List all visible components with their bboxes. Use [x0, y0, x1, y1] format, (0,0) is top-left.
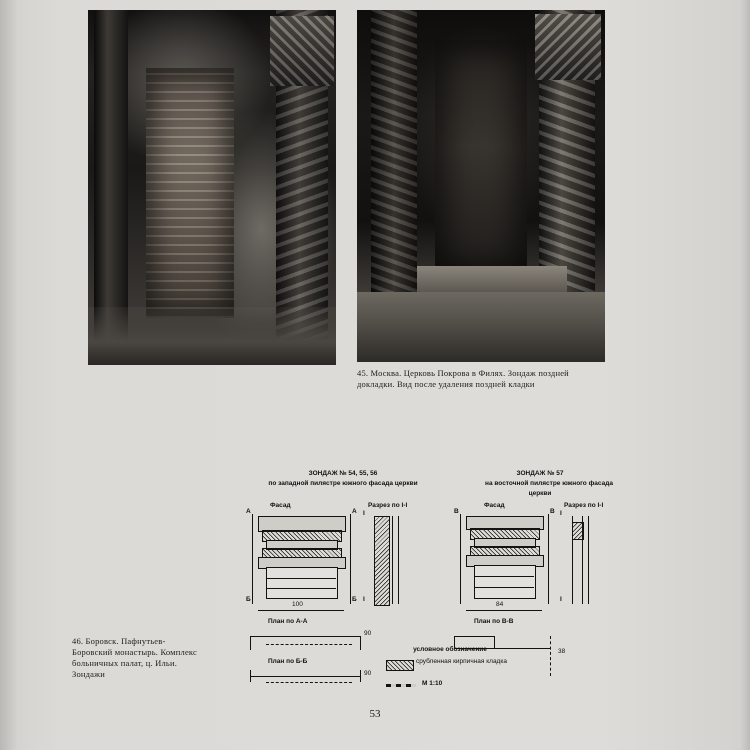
legend-swatch-hatch	[386, 660, 414, 671]
right-mark-V-top-left: В	[454, 508, 459, 515]
right-facade-axis-right	[548, 514, 549, 604]
left-dimension-value-100: 100	[292, 601, 303, 608]
left-plan-bb-right-leg	[360, 670, 361, 682]
left-section-mark-I-bottom: I	[363, 596, 365, 603]
figure-45-right-photo	[357, 10, 605, 362]
left-section-edge-2	[398, 516, 399, 604]
left-dimension-line	[258, 610, 344, 611]
legend-item-label: срубленная кирпичная кладка	[416, 658, 507, 665]
left-group-title-line1: ЗОНДАЖ № 54, 55, 56	[308, 470, 378, 477]
right-section-edge-1	[572, 516, 573, 604]
left-plan-aa-baseline	[250, 636, 360, 637]
right-facade-axis-left	[460, 514, 461, 604]
left-view-label-facade: Фасад	[270, 502, 291, 509]
left-plan-aa-left-leg	[250, 636, 251, 650]
left-group-title-line2: по западной пилястре южного фасада церкви	[268, 480, 418, 487]
right-section-mark-I-top: I	[560, 510, 562, 517]
left-mark-B-bottom-right: Б	[352, 596, 357, 603]
right-section-edge-3	[588, 516, 589, 604]
right-plan-vv-step-top	[454, 636, 494, 637]
photo-right-dark-pier	[435, 40, 527, 278]
left-facade-shaft	[266, 567, 338, 599]
right-facade-shaft	[474, 565, 536, 599]
right-facade-joint-1	[474, 576, 534, 577]
photo-left-carved-capital	[270, 16, 334, 86]
right-dimension-value-84: 84	[496, 601, 504, 608]
right-view-label-section: Разрез по I-I	[564, 502, 604, 509]
right-section-edge-2	[582, 516, 583, 604]
measured-drawing-figure-46	[222, 470, 642, 692]
right-group-title-line1: ЗОНДАЖ № 57	[516, 470, 564, 477]
left-mark-A-top-right: А	[352, 508, 357, 515]
figure-45-left-photo	[88, 10, 336, 365]
right-view-label-facade: Фасад	[484, 502, 505, 509]
left-view-label-section: Разрез по I-I	[368, 502, 408, 509]
right-mark-V-top-right: В	[550, 508, 555, 515]
left-plan-aa-label: План по А-А	[268, 618, 308, 625]
right-plan-vv-dimension-38: 38	[558, 648, 566, 655]
left-section-edge	[392, 516, 393, 604]
left-plan-bb-label: План по Б-Б	[268, 658, 308, 665]
left-section-mark-I-top: I	[363, 510, 365, 517]
left-mark-B-bottom: Б	[246, 596, 251, 603]
left-plan-aa-hidden-line	[266, 644, 352, 645]
left-facade-joint-2	[266, 588, 336, 589]
right-facade-joint-2	[474, 587, 534, 588]
caption-figure-45: 45. Москва. Церковь Покрова в Филях. Зондаж поздней докладки. Вид после удаления поздней кладки	[357, 368, 569, 389]
caption-figure-46: 46. Боровск. Пафнутьев-Боровский монастырь. Комплекс больничных палат, ц. Ильи. Зондажи	[72, 636, 198, 679]
right-section-mark-I-bottom: I	[560, 596, 562, 603]
right-plan-vv-label: План по В-В	[474, 618, 514, 625]
right-group-title-line2: на восточной пилястре южного фасада	[485, 480, 613, 487]
left-facade-axis-right	[350, 514, 351, 604]
photo-right-floor	[357, 292, 605, 362]
left-plan-bb-baseline	[250, 676, 360, 677]
left-mark-A-top: А	[246, 508, 251, 515]
right-dimension-line	[466, 610, 542, 611]
legend-scale-bar	[386, 684, 416, 687]
left-plan-aa-dimension-90: 90	[364, 630, 372, 637]
page-number: 53	[369, 708, 381, 720]
left-plan-bb-dimension-90: 90	[364, 670, 372, 677]
left-plan-bb-left-leg	[250, 670, 251, 682]
photo-right-carved-capital	[535, 14, 601, 80]
legend-scale: М 1:10	[422, 680, 443, 687]
right-plan-vv-hidden-vertical	[550, 636, 551, 676]
left-section-wall-hatch	[374, 516, 390, 606]
legend-title: условное обозначение	[413, 646, 487, 653]
photo-left-brick-pier	[146, 68, 234, 318]
photo-left-floor	[88, 307, 336, 365]
left-facade-axis-left	[252, 514, 253, 604]
left-plan-bb-hidden-line	[266, 682, 352, 683]
left-plan-aa-right-leg	[360, 636, 361, 650]
right-group-title-line3: церкви	[528, 490, 552, 497]
left-facade-joint-1	[266, 578, 336, 579]
